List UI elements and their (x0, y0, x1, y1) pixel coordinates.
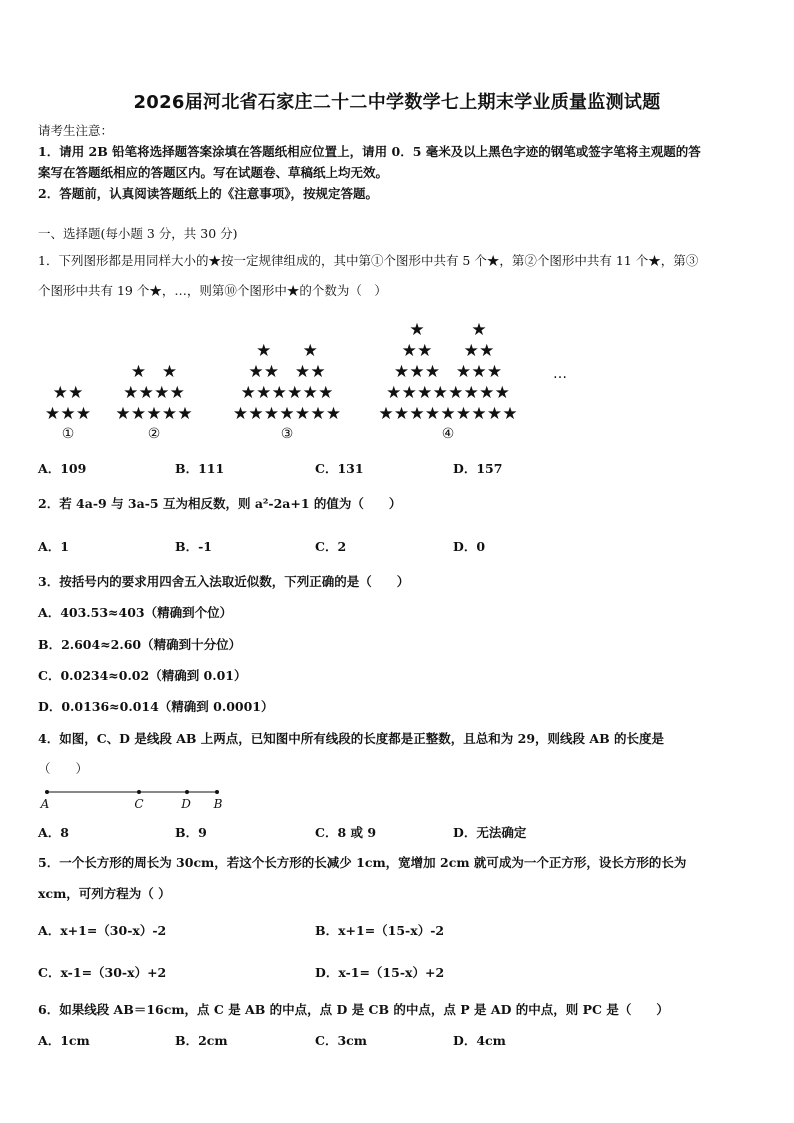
pattern-star: ★ (161, 362, 178, 382)
pattern-star: ★ (123, 383, 139, 403)
figure-ellipsis: … (553, 366, 567, 382)
pattern-star: ★ (52, 383, 68, 403)
pattern-star: ★ (130, 404, 147, 424)
q4-stem-line2: （ ） (38, 761, 89, 776)
pattern-star: ★ (455, 362, 472, 382)
point-label-d: D (181, 797, 191, 811)
q5-stem-line2: xcm，可列方程为（ ） (38, 886, 171, 901)
pattern-star: ★ (248, 362, 264, 382)
pattern-star: ★ (424, 362, 441, 382)
pattern-star: ★ (263, 404, 280, 424)
pattern-star: ★ (302, 383, 318, 403)
q3-option-b: B．2.604≈2.60（精确到十分位） (38, 637, 242, 652)
q4-stem-line1: 4．如图，C、D 是线段 AB 上两点，已知图中所有线段的长度都是正整数，且总和为 29，则线段 AB 的长度是 (38, 731, 665, 746)
pattern-star: ★ (287, 383, 303, 403)
q3-option-d: D．0.0136≈0.014（精确到 0.0001） (38, 699, 274, 714)
q3-option-c: C．0.0234≈0.02（精确到 0.01） (38, 668, 247, 683)
pattern-star: ★ (302, 341, 318, 361)
pattern-star: ★ (240, 383, 256, 403)
pattern-star: ★ (146, 404, 162, 424)
q2-option-a: A．1 (38, 539, 69, 554)
pattern-star: ★ (115, 404, 131, 424)
notice-line-2: 2．答题前，认真阅读答题纸上的《注意事项》，按规定答题。 (38, 186, 378, 201)
q1-star-pattern-figure (0, 312, 794, 447)
pattern-star: ★ (471, 362, 487, 382)
pattern-star: ★ (486, 404, 503, 424)
pattern-star: ★ (161, 404, 178, 424)
pattern-star: ★ (279, 404, 295, 424)
q4-option-c: C．8 或 9 (315, 825, 377, 840)
pattern-star: ★ (310, 362, 326, 382)
figure-label-3: ③ (280, 426, 294, 442)
q6-option-c: C．3cm (315, 1033, 367, 1048)
pattern-star: ★ (60, 404, 76, 424)
q1-stem-line1: 1．下列图形都是用同样大小的★按一定规律组成的，其中第①个图形中共有 5 个★，第②个图形中共有 11 个★，第③ (38, 253, 699, 268)
pattern-star: ★ (130, 362, 147, 382)
pattern-star: ★ (177, 404, 193, 424)
pattern-star: ★ (409, 320, 425, 340)
q1-option-a: A．109 (38, 461, 87, 476)
q6-option-b: B．2cm (175, 1033, 228, 1048)
pattern-star: ★ (393, 404, 410, 424)
section-heading: 一、选择题(每小题 3 分，共 30 分) (38, 226, 238, 241)
pattern-star: ★ (294, 362, 311, 382)
q2-option-b: B．-1 (175, 539, 212, 554)
pattern-star: ★ (232, 404, 249, 424)
pattern-star: ★ (248, 404, 264, 424)
pattern-star: ★ (325, 404, 342, 424)
pattern-star: ★ (75, 404, 92, 424)
q6-option-a: A．1cm (38, 1033, 90, 1048)
pattern-star: ★ (44, 404, 61, 424)
figure-label-2: ② (147, 426, 161, 442)
pattern-star: ★ (471, 404, 487, 424)
pattern-star: ★ (263, 362, 280, 382)
figure-label-4: ④ (441, 426, 455, 442)
pattern-star: ★ (463, 383, 479, 403)
pattern-star: ★ (386, 383, 402, 403)
pattern-star: ★ (455, 404, 472, 424)
point-c (137, 790, 141, 794)
pattern-star: ★ (479, 383, 495, 403)
q4-option-a: A．8 (38, 825, 69, 840)
pattern-star: ★ (154, 383, 170, 403)
q1-option-d: D．157 (453, 461, 503, 476)
pattern-star: ★ (502, 404, 518, 424)
pattern-star: ★ (256, 341, 272, 361)
notice-line-1b: 案写在答题纸相应的答题区内。写在试题卷、草稿纸上均无效。 (38, 165, 389, 180)
q3-stem: 3．按括号内的要求用四舍五入法取近似数，下列正确的是（ ） (38, 574, 410, 589)
pattern-star: ★ (138, 383, 154, 403)
q5-option-b: B．x+1=（15-x）-2 (315, 923, 445, 938)
point-d (185, 790, 189, 794)
pattern-star: ★ (463, 341, 479, 361)
point-a (45, 790, 49, 794)
point-label-c: C (134, 797, 144, 811)
q6-stem: 6．如果线段 AB＝16cm，点 C 是 AB 的中点，点 D 是 CB 的中点，点 P 是 AD 的中点，则 PC 是（ ） (38, 1002, 669, 1017)
pattern-star: ★ (378, 404, 394, 424)
pattern-star: ★ (294, 404, 311, 424)
pattern-star: ★ (440, 404, 456, 424)
q4-option-d: D．无法确定 (453, 825, 527, 840)
q5-option-c: C．x-1=（30-x）+2 (38, 965, 167, 980)
q1-stem-line2: 个图形中共有 19 个★，…，则第⑩个图形中★的个数为（ ） (38, 283, 387, 298)
pattern-star: ★ (486, 362, 503, 382)
pattern-star: ★ (68, 383, 84, 403)
pattern-star: ★ (271, 383, 287, 403)
pattern-star: ★ (448, 383, 464, 403)
notice-line-1a: 1．请用 2B 铅笔将选择题答案涂填在答题纸相应位置上，请用 0．5 毫米及以上黑色字迹的钢笔或签字笔将主观题的答 (38, 144, 701, 159)
pattern-star: ★ (401, 383, 417, 403)
exam-title: 2026届河北省石家庄二十二中学数学七上期末学业质量监测试题 (133, 92, 661, 113)
pattern-star: ★ (479, 341, 495, 361)
point-b (215, 790, 219, 794)
pattern-star: ★ (256, 383, 272, 403)
q4-segment-figure (38, 788, 238, 812)
pattern-star: ★ (310, 404, 326, 424)
pattern-star: ★ (417, 383, 433, 403)
q1-option-c: C．131 (315, 461, 364, 476)
q2-stem: 2．若 4a-9 与 3a-5 互为相反数，则 a²-2a+1 的值为（ ） (38, 496, 402, 511)
pattern-star: ★ (409, 362, 425, 382)
q5-option-d: D．x-1=（15-x）+2 (315, 965, 445, 980)
q6-option-d: D．4cm (453, 1033, 506, 1048)
pattern-star: ★ (401, 341, 417, 361)
point-label-a: A (40, 797, 50, 811)
q2-option-d: D．0 (453, 539, 486, 554)
pattern-star: ★ (424, 404, 441, 424)
q5-stem-line1: 5．一个长方形的周长为 30cm，若这个长方形的长减少 1cm，宽增加 2cm 就可成为一个正方形，设长方形的长为 (38, 855, 687, 870)
pattern-star: ★ (417, 341, 433, 361)
point-label-b: B (213, 797, 223, 811)
q2-option-c: C．2 (315, 539, 347, 554)
pattern-star: ★ (318, 383, 334, 403)
pattern-star: ★ (169, 383, 185, 403)
pattern-star: ★ (494, 383, 510, 403)
q1-option-b: B．111 (175, 461, 225, 476)
pattern-star: ★ (471, 320, 487, 340)
q3-option-a: A．403.53≈403（精确到个位） (38, 605, 233, 620)
q4-option-b: B．9 (175, 825, 207, 840)
q5-option-a: A．x+1=（30-x）-2 (38, 923, 167, 938)
figure-label-1: ① (61, 426, 75, 442)
pattern-star: ★ (393, 362, 410, 382)
pattern-star: ★ (432, 383, 448, 403)
pattern-star: ★ (409, 404, 425, 424)
notice-heading: 请考生注意： (38, 123, 114, 138)
